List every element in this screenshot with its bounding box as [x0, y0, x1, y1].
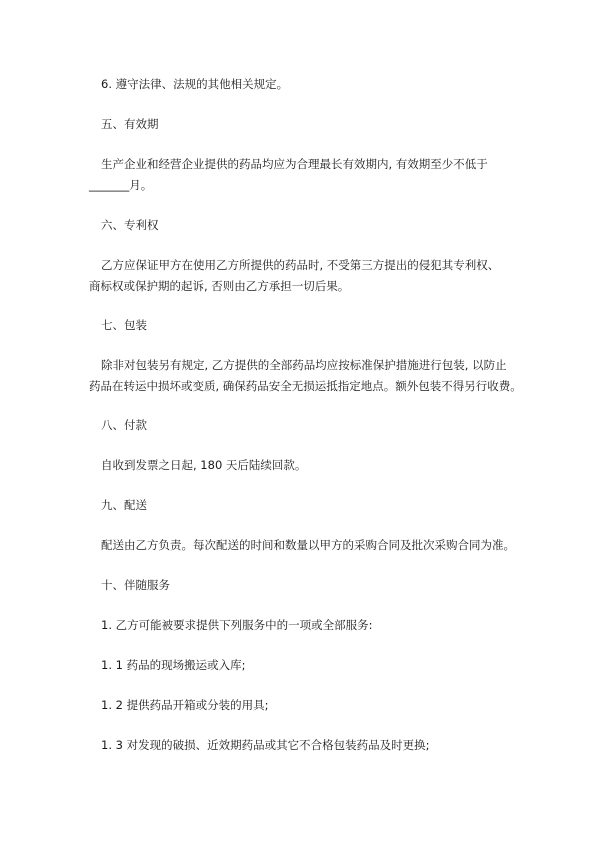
- section-heading-delivery: 九、配送: [101, 498, 147, 512]
- section-heading-services: 十、伴随服务: [101, 578, 170, 592]
- packaging-paragraph: [89, 355, 531, 397]
- payment-paragraph: 自收到发票之日起, 180 天后陆续回款。: [101, 458, 307, 472]
- service-item-1-2: 1. 2 提供药品开箱或分装的用具;: [101, 698, 269, 712]
- section-heading-validity: 五、有效期: [101, 117, 159, 131]
- section-heading-packaging: 七、包装: [101, 318, 147, 332]
- services-intro: 1. 乙方可能被要求提供下列服务中的一项或全部服务:: [101, 618, 373, 632]
- delivery-paragraph: 配送由乙方负责。每次配送的时间和数量以甲方的采购合同及批次采购合同为准。: [101, 538, 515, 552]
- validity-line-2: _______月。: [89, 178, 153, 192]
- packaging-line-2: 药品在转运中损坏或变质, 确保药品安全无损运抵指定地点。额外包装不得另行收费。: [89, 379, 522, 393]
- section-heading-payment: 八、付款: [101, 418, 147, 432]
- packaging-line-1: 除非对包装另有规定, 乙方提供的全部药品均应按标准保护措施进行包装, 以防止: [101, 358, 507, 372]
- clause-6-text: 6. 遵守法律、法规的其他相关规定。: [101, 77, 289, 91]
- patent-paragraph: [89, 255, 531, 297]
- patent-line-2: 商标权或保护期的起诉, 否则由乙方承担一切后果。: [89, 279, 350, 293]
- service-item-1-1: 1. 1 药品的现场搬运或入库;: [101, 658, 246, 672]
- section-heading-patent: 六、专利权: [101, 218, 159, 232]
- service-item-1-3: 1. 3 对发现的破损、近效期药品或其它不合格包装药品及时更换;: [101, 738, 430, 752]
- patent-line-1: 乙方应保证甲方在使用乙方所提供的药品时, 不受第三方提出的侵犯其专利权、: [101, 258, 500, 272]
- validity-paragraph: [89, 154, 531, 196]
- validity-line-1: 生产企业和经营企业提供的药品均应为合理最长有效期内, 有效期至少不低于: [101, 157, 488, 171]
